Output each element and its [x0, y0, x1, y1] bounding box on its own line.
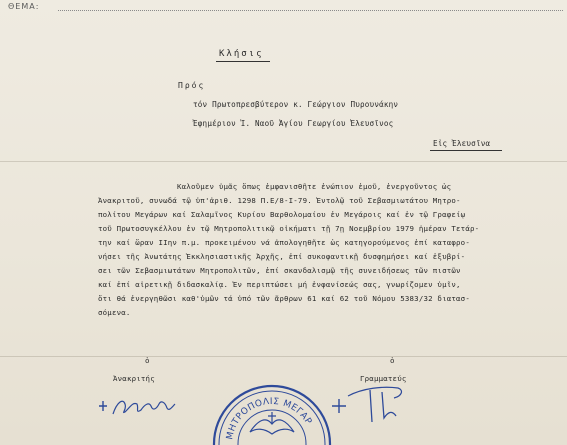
fold-line [0, 356, 567, 357]
investigator-article: ὁ [145, 356, 150, 365]
recipient-line-2: Ἐφημέριον Ἱ. Ναοῦ Ἁγίου Γεωργίου Ἐλευσῖνος [193, 119, 394, 128]
seal-text: ΜΗΤΡΟΠΟΛΙΣ ΜΕΓΑΡ [225, 396, 314, 441]
body-line: την καί ὥραν IIην π.μ. προκειμένου νά ἀπολογηθῆτε ὡς κατηγορούμενος ἐπί καταφρο- [98, 238, 470, 247]
subject-dotted-line [58, 10, 563, 11]
body-line: νήσει τῆς Ἀνωτάτης Ἐκκλησιαστικῆς Ἀρχῆς, ἐπί συκοφαντικῇ δυσφημήσει καί ἐξυβρί- [98, 252, 466, 261]
body-line: Ἀνακριτοῦ, συνωδά τῷ ὑπ'ἀριθ. 1298 Π.Ε/8-I-79. Ἐντολῷ τοῦ Σεβασμιωτάτου Μητρο- [98, 196, 461, 205]
fold-line [0, 161, 567, 162]
title-underline [216, 61, 270, 62]
document-title: Κλήσις [219, 49, 264, 59]
secretary-label: Γραμματεύς [360, 374, 407, 383]
body-line: σει τῶν Σεβασμιωτάτων Μητροπολιτῶν, ἐπί σκανδαλισμῷ τῆς συνειδήσεως τῶν πιστῶν [98, 266, 461, 275]
body-line: τοῦ Πρωτοσυγκέλλου ἐν τῷ Μητροπολιτικῷ οἰκήματι τῇ 7ῃ Νοεμβρίου 1979 ἡμέραν Τετάρ- [98, 224, 480, 233]
investigator-label: Ἀνακριτής [113, 374, 155, 383]
body-line: καί ἐπί αἱρετικῇ διδασκαλίᾳ. Ἐν περιπτώσει μή ἐνφανίσεώς σας, γνωρίζομεν ὑμῖν, [98, 280, 461, 289]
body-line: σόμενα. [98, 308, 131, 317]
recipient-pros: Πρός [178, 81, 206, 90]
body-line: πολίτου Μεγάρων καί Σαλαμῖνος Κυρίου Βαρθολομαίου ἐν Μεγάροις καί ἐν τῷ Γραφείῳ [98, 210, 466, 219]
recipient-line-3: Εἰς Ἐλευσῖνα [433, 139, 491, 148]
body-line: ὅτι θά ἐνεργηθῶσι καθ'ὑμῶν τά ὑπό τῶν ἄρθρων 61 καί 62 τοῦ Νόμου 5383/32 διατασ- [98, 294, 470, 303]
investigator-signature [95, 392, 180, 422]
subject-label: ΘΕΜΑ: [8, 2, 40, 11]
metropolis-seal [210, 382, 334, 445]
body-line: Καλοῦμεν ὑμᾶς ὅπως ἐμφανισθῆτε ἐνώπιον ἐμοῦ, ἐνεργοῦντος ὡς [177, 182, 452, 191]
secretary-article: ὁ [390, 356, 395, 365]
recipient-underline [430, 150, 502, 151]
recipient-line-1: τόν Πρωτοπρεσβύτερον κ. Γεώργιον Πυρουνάκην [193, 100, 399, 109]
